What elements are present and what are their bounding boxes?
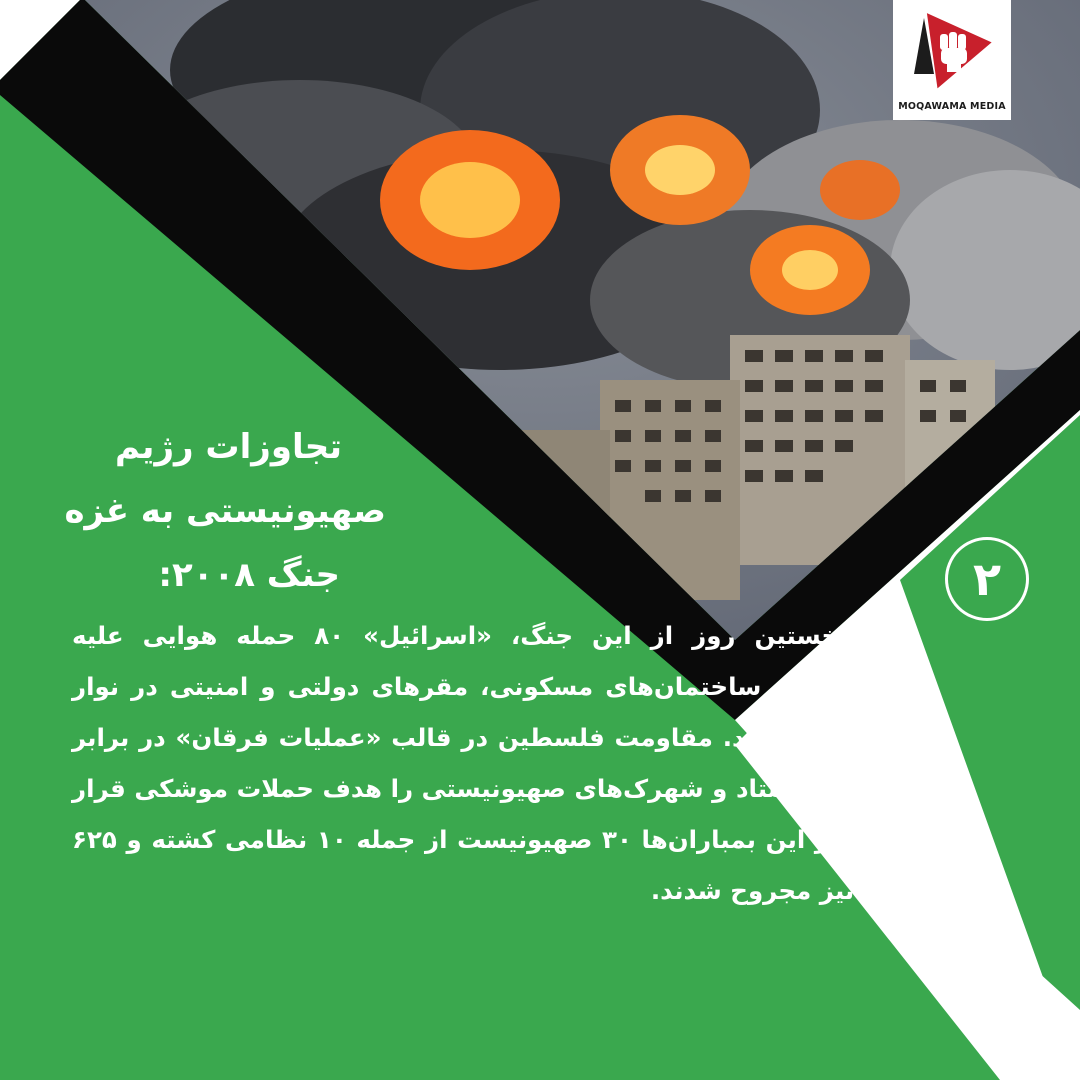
brand-logo (893, 0, 1011, 120)
body-text: در نخستین روز از این جنگ، «اسرائیل» ۸۰ حمله هوایی علیه تأسیسات، ساختمان‌های مسکونی، مقرهای دولتی و امنیتی در نوار غزه انجام داد. مقاومت فلسطین در قالب «عملیات فرقان» در برابر دشمن ایستاد و شهرک‌های صهیونیستی را هدف حملات موشکی قرار داد. در این بمباران‌ها ۳۰ صهیونیست از جمله ۱۰ نظامی کشته و ۶۲۵ تن نیز مجروح شدند. (72, 621, 895, 905)
title-line-3: جنگ ۲۰۰۸: (158, 555, 340, 595)
slide-number-badge: ۲ (945, 537, 1029, 621)
title-line-2: صهیونیستی به غزه (64, 491, 386, 531)
fist-icon (904, 4, 1000, 90)
title-line-1: تجاوزات رژیم (115, 427, 342, 467)
brand-name: MOQAWAMA MEDIA (898, 101, 1006, 112)
